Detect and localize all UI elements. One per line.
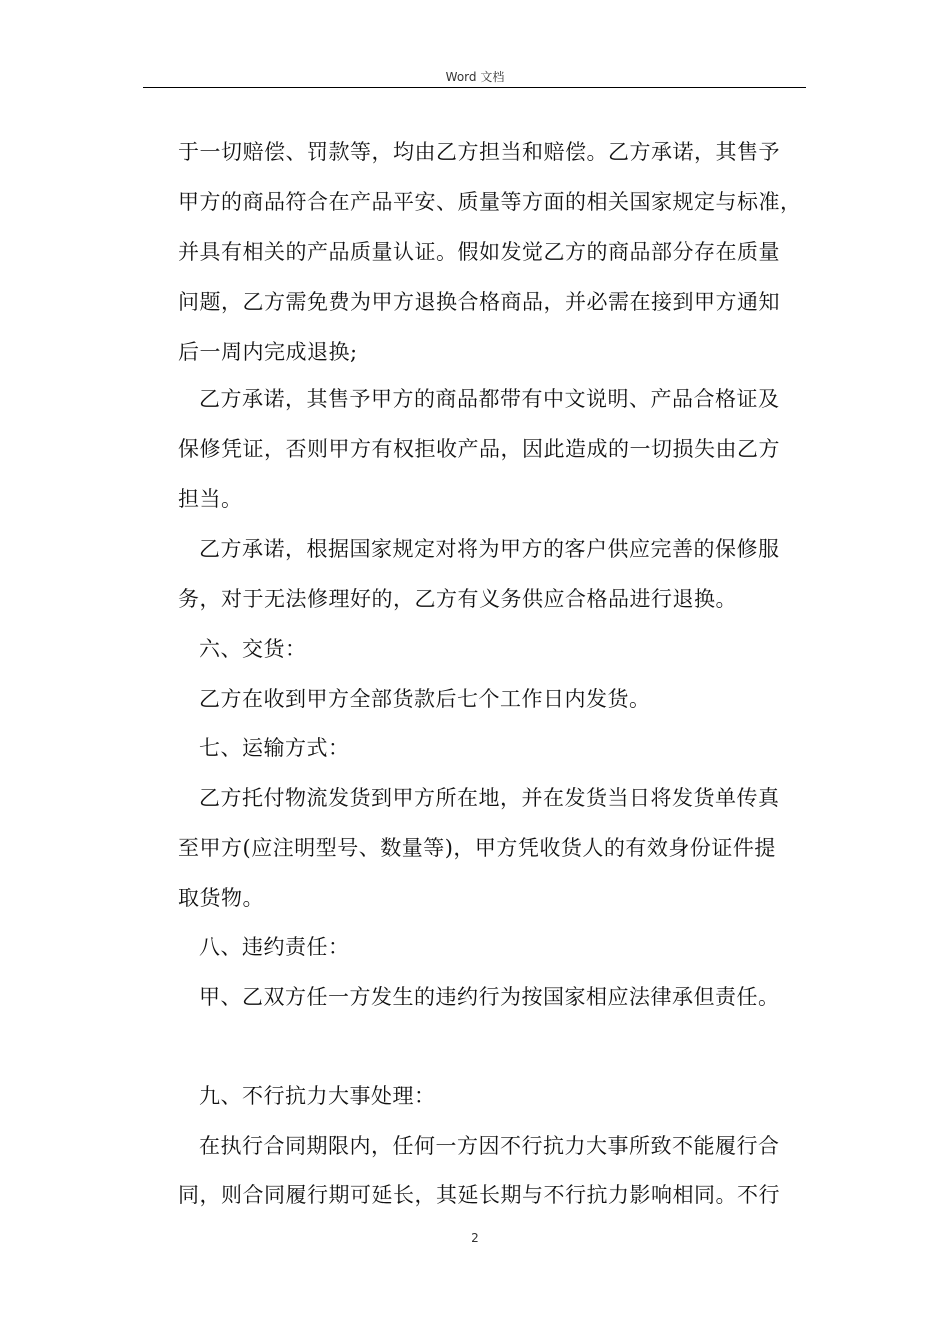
body-line: 务，对于无法修理好的，乙方有义务供应合格品进行退换。 <box>178 587 737 611</box>
body-line: 乙方托付物流发货到甲方所在地，并在发货当日将发货单传真 <box>199 786 780 810</box>
body-line: 保修凭证，否则甲方有权拒收产品，因此造成的一切损失由乙方 <box>178 437 780 461</box>
body-line: 至甲方(应注明型号、数量等)，甲方凭收货人的有效身份证件提 <box>178 836 776 860</box>
page-number: 2 <box>471 1231 479 1245</box>
body-line: 担当。 <box>178 487 243 511</box>
body-line: 取货物。 <box>178 886 264 910</box>
body-line: 在执行合同期限内，任何一方因不行抗力大事所致不能履行合 <box>199 1134 780 1158</box>
section-heading: 六、交货： <box>199 637 307 661</box>
body-line: 甲、乙双方任一方发生的违约行为按国家相应法律承但责任。 <box>199 985 780 1009</box>
body-line: 后一周内完成退换; <box>178 340 358 364</box>
body-line: 于一切赔偿、罚款等，均由乙方担当和赔偿。乙方承诺，其售予 <box>178 140 780 164</box>
section-heading: 九、不行抗力大事处理： <box>199 1084 436 1108</box>
body-line: 乙方承诺，其售予甲方的商品都带有中文说明、产品合格证及 <box>199 387 780 411</box>
header-divider <box>143 87 806 88</box>
section-heading: 七、运输方式： <box>199 736 350 760</box>
body-line: 甲方的商品符合在产品平安、质量等方面的相关国家规定与标准， <box>178 190 802 214</box>
body-line: 乙方承诺，根据国家规定对将为甲方的客户供应完善的保修服 <box>199 537 780 561</box>
body-line: 同，则合同履行期可延长，其延长期与不行抗力影响相同。不行 <box>178 1183 780 1207</box>
body-line: 乙方在收到甲方全部货款后七个工作日内发货。 <box>199 687 651 711</box>
page-header-title: Word 文档 <box>445 70 505 84</box>
body-line: 问题，乙方需免费为甲方退换合格商品，并必需在接到甲方通知 <box>178 290 780 314</box>
body-line: 并具有相关的产品质量认证。假如发觉乙方的商品部分存在质量 <box>178 240 780 264</box>
section-heading: 八、违约责任： <box>199 935 350 959</box>
